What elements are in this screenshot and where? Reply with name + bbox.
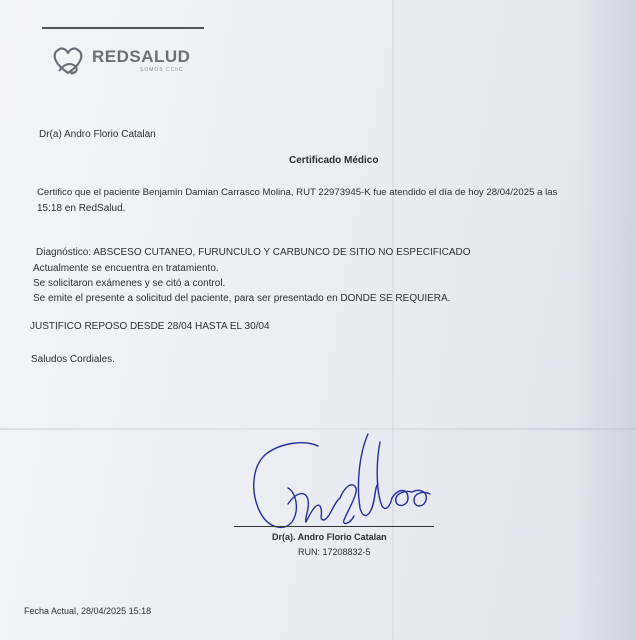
signature-name: Dr(a). Andro Florio Catalan	[272, 532, 387, 542]
fold-crease-vertical	[392, 0, 394, 640]
paper-shadow	[576, 0, 636, 640]
rest-justification: JUSTIFICO REPOSO DESDE 28/04 HASTA EL 30/04	[30, 321, 270, 332]
closing-greeting: Saludos Cordiales.	[31, 354, 115, 365]
signature-run: RUN: 17208832-5	[298, 547, 371, 557]
current-date-footer: Fecha Actual, 28/04/2025 15:18	[24, 606, 152, 616]
logo-tagline: SOMOS CChC	[140, 67, 184, 73]
signature-line	[234, 526, 434, 527]
purpose-line: Se emite el presente a solicitud del paciente, para ser presentado en DONDE SE REQUIERA.	[33, 293, 451, 304]
logo-brand-text: REDSALUD	[92, 47, 191, 66]
exams-line: Se solicitaron exámenes y se citó a control.	[33, 278, 226, 289]
header-rule	[42, 27, 204, 29]
certification-line-2: 15:18 en RedSalud.	[37, 203, 126, 214]
treatment-line: Actualmente se encuentra en tratamiento.	[33, 263, 219, 274]
fold-crease-horizontal	[0, 428, 636, 430]
doctor-greeting: Dr(a) Andro Florio Catalan	[39, 129, 156, 140]
document-title: Certificado Médico	[289, 155, 379, 166]
handwritten-signature	[248, 432, 438, 540]
diagnosis-line: Diagnóstico: ABSCESO CUTANEO, FURUNCULO Y CARBUNCO DE SITIO NO ESPECIFICADO	[36, 247, 471, 258]
certification-line-1: Certifico que el paciente Benjamin Damian Carrasco Molina, RUT 22973945-K fue atendido el día de hoy 28/04/2025 a las	[37, 187, 558, 198]
